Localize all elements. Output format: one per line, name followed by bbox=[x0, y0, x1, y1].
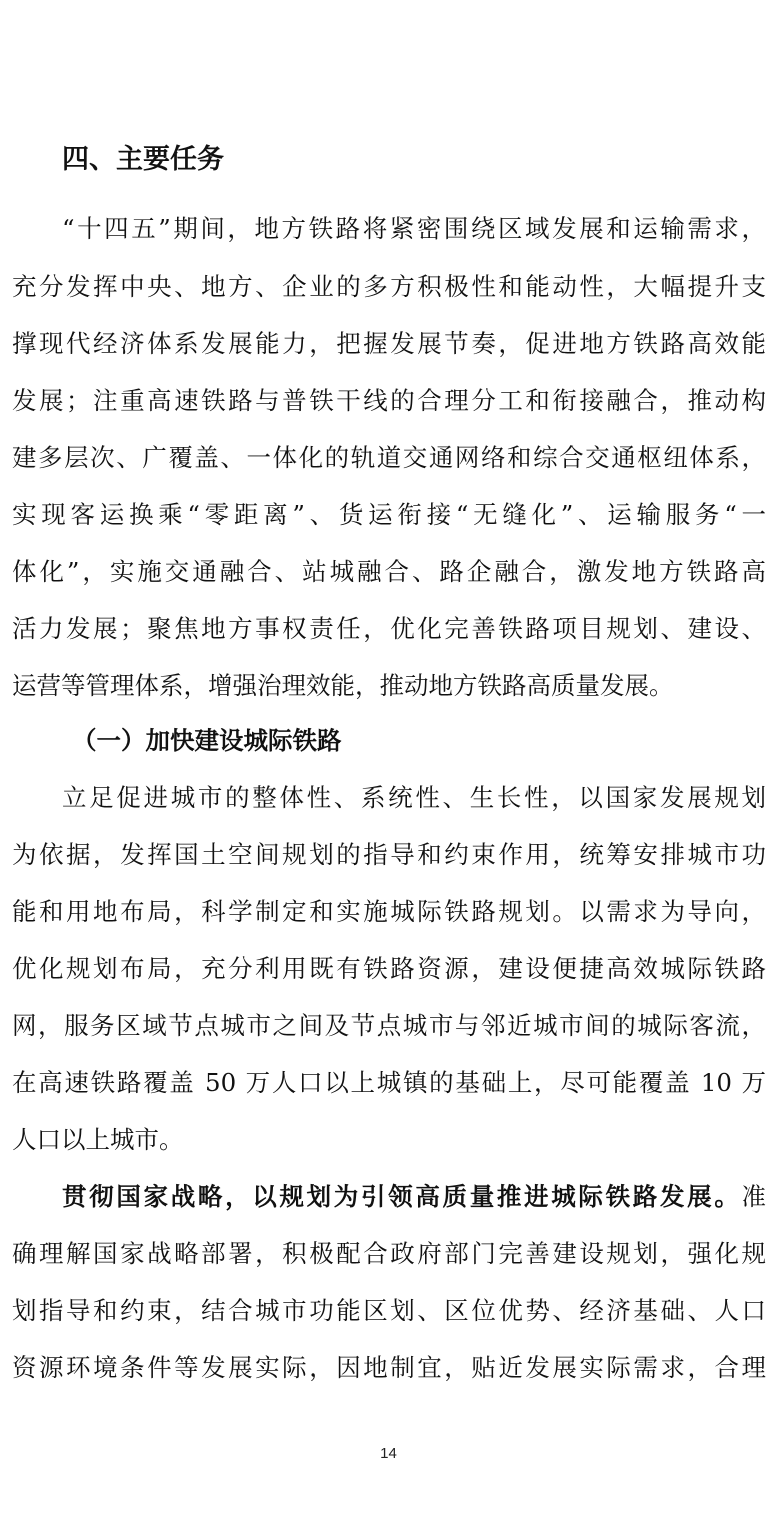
paragraph3-line-3: 划指导和约束，结合城市功能区划、区位优势、经济基础、人口 bbox=[12, 1296, 766, 1325]
paragraph3-line-4: 资源环境条件等发展实际，因地制宜，贴近发展实际需求，合理 bbox=[12, 1353, 766, 1382]
paragraph1-line-9: 运营等管理体系，增强治理效能，推动地方铁路高质量发展。 bbox=[12, 671, 674, 700]
paragraph3-bold-lead: 贯彻国家战略，以规划为引领高质量推进城际铁路发展。 bbox=[62, 1182, 742, 1211]
paragraph2-line-3: 能和用地布局，科学制定和实施城际铁路规划。以需求为导向， bbox=[12, 897, 766, 926]
paragraph3-first-line-rest: 准 bbox=[741, 1182, 766, 1211]
paragraph1-line-1: “十四五”期间，地方铁路将紧密围绕区域发展和运输需求， bbox=[62, 214, 766, 243]
paragraph2-line-6: 在高速铁路覆盖 50 万人口以上城镇的基础上，尽可能覆盖 10 万 bbox=[12, 1068, 766, 1097]
paragraph2-line-2: 为依据，发挥国土空间规划的指导和约束作用，统筹安排城市功 bbox=[12, 840, 766, 869]
paragraph1-line-5: 建多层次、广覆盖、一体化的轨道交通网络和综合交通枢纽体系， bbox=[12, 443, 766, 472]
paragraph1-line-7: 体化”，实施交通融合、站城融合、路企融合，激发地方铁路高 bbox=[12, 557, 766, 586]
paragraph1-line-4: 发展；注重高速铁路与普铁干线的合理分工和衔接融合，推动构 bbox=[12, 386, 766, 415]
page-number: 14 bbox=[380, 1445, 397, 1462]
paragraph2-line-1: 立足促进城市的整体性、系统性、生长性，以国家发展规划 bbox=[62, 783, 766, 812]
paragraph2-line-4: 优化规划布局，充分利用既有铁路资源，建设便捷高效城际铁路 bbox=[12, 954, 766, 983]
paragraph1-line-6: 实现客运换乘“零距离”、货运衔接“无缝化”、运输服务“一 bbox=[12, 500, 766, 529]
paragraph3-line-2: 确理解国家战略部署，积极配合政府部门完善建设规划，强化规 bbox=[12, 1239, 766, 1268]
paragraph1-line-8: 活力发展；聚焦地方事权责任，优化完善铁路项目规划、建设、 bbox=[12, 614, 766, 643]
paragraph2-line-5: 网，服务区域节点城市之间及节点城市与邻近城市间的城际客流， bbox=[12, 1011, 766, 1040]
paragraph3-line-1 bbox=[62, 1181, 766, 1213]
section-heading: 四、主要任务 bbox=[62, 144, 224, 175]
subsection-heading: （一）加快建设城际铁路 bbox=[72, 726, 342, 755]
paragraph1-line-2: 充分发挥中央、地方、企业的多方积极性和能动性，大幅提升支 bbox=[12, 272, 766, 301]
paragraph2-line-7: 人口以上城市。 bbox=[12, 1125, 184, 1154]
paragraph1-line-3: 撑现代经济体系发展能力，把握发展节奏，促进地方铁路高效能 bbox=[12, 329, 766, 358]
